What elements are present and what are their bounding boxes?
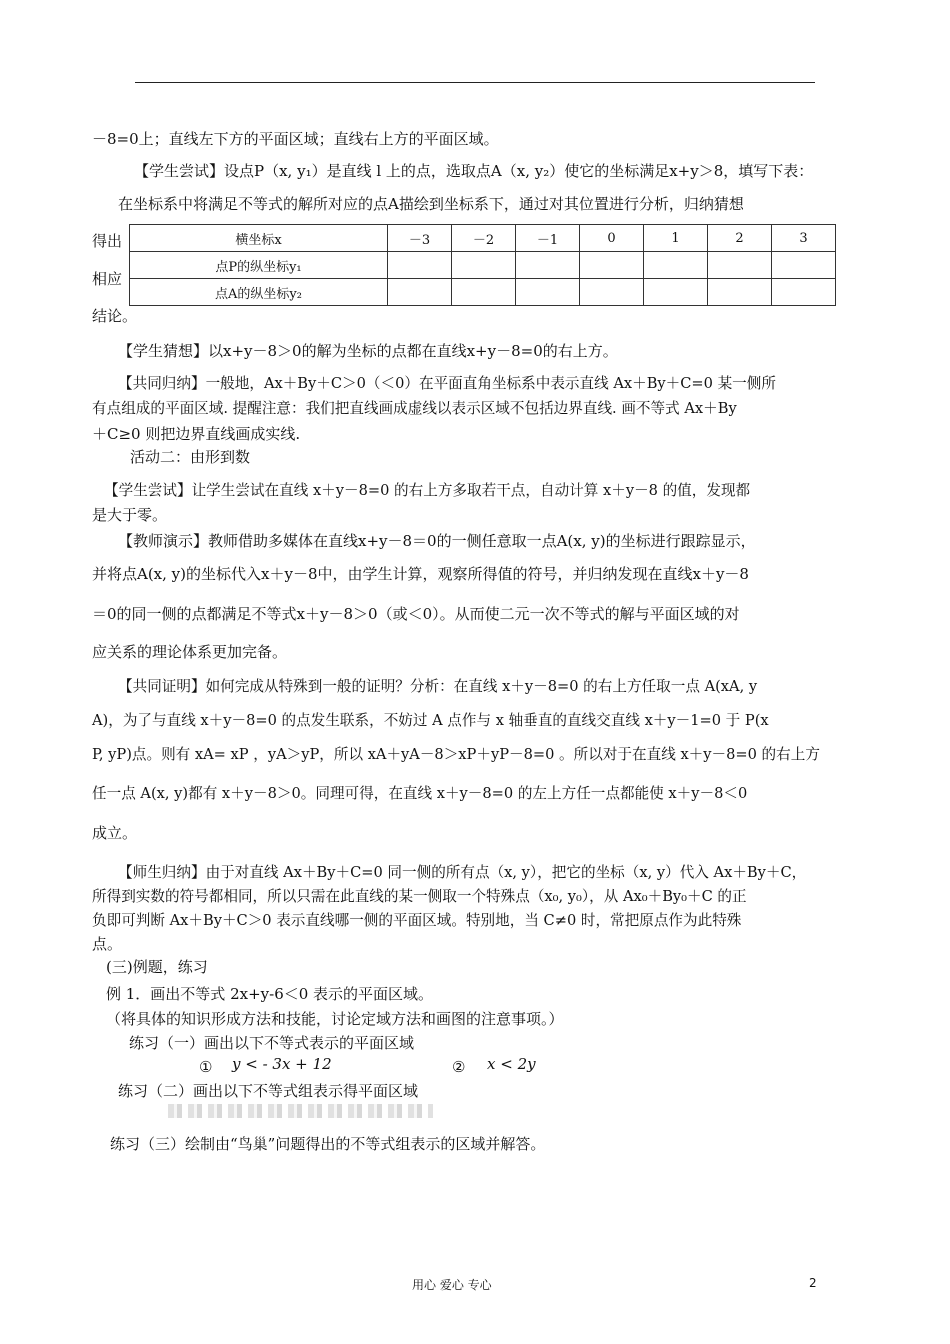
table-cell bbox=[772, 279, 836, 306]
text-line: 并将点A(x, y)的坐标代入x＋y－8中，由学生计算，观察所得值的符号，并归纳发现在直线x＋y－8 bbox=[92, 565, 749, 583]
table-cell: 3 bbox=[772, 225, 836, 252]
exercise-number: ① bbox=[199, 1058, 213, 1076]
text-line: 【学生尝试】设点P（x, y₁）是直线 l 上的点，选取点A（x, y₂）使它的坐标满足x+y＞8，填写下表： bbox=[134, 162, 814, 180]
inequality: x < 2y bbox=[487, 1055, 536, 1073]
header-rule bbox=[135, 82, 815, 83]
table-cell: －1 bbox=[516, 225, 580, 252]
text-line: P, yP)点。则有 xA= xP ，yA＞yP，所以 xA＋yA－8＞xP＋yP－8=0 。所以对于在直线 x＋y－8=0 的右上方 bbox=[92, 746, 820, 763]
text-line: （将具体的知识形成方法和技能，讨论定域方法和画图的注意事项。） bbox=[106, 1010, 564, 1028]
text-line: 所得到实数的符号都相同，所以只需在此直线的某一侧取一个特殊点（x₀, y₀），从 Ax₀＋By₀＋C 的正 bbox=[92, 888, 747, 905]
text-line: 相应 bbox=[92, 270, 123, 288]
text-line: 【学生猜想】以x+y－8＞0的解为坐标的点都在直线x+y－8=0的右上方。 bbox=[118, 342, 618, 360]
table-cell: 点P的纵坐标y₁ bbox=[130, 252, 388, 279]
table-cell: 2 bbox=[708, 225, 772, 252]
table-cell bbox=[644, 279, 708, 306]
text-line: 点。 bbox=[92, 935, 123, 953]
table-cell: 点A的纵坐标y₂ bbox=[130, 279, 388, 306]
table-cell bbox=[580, 279, 644, 306]
table-cell: 横坐标x bbox=[130, 225, 388, 252]
text-line: 【共同归纳】一般地，Ax＋By＋C＞0（＜0）在平面直角坐标系中表示直线 Ax＋By＋C=0 某一侧所 bbox=[118, 375, 776, 392]
text-line: 应关系的理论体系更加完备。 bbox=[92, 643, 288, 661]
text-line: 任一点 A(x, y)都有 x＋y－8＞0。同理可得，在直线 x＋y－8=0 的左上方任一点都能使 x＋y－8＜0 bbox=[92, 785, 748, 802]
text-line: 是大于零。 bbox=[92, 506, 168, 524]
page-number: 2 bbox=[809, 1276, 817, 1290]
text-line: 有点组成的平面区域. 提醒注意：我们把直线画成虚线以表示区域不包括边界直线. 画不等式 Ax＋By bbox=[92, 400, 737, 417]
table-row bbox=[130, 279, 836, 306]
table-cell bbox=[516, 252, 580, 279]
text-line: 得出 bbox=[92, 232, 123, 250]
text-line: 例 1．画出不等式 2x+y-6＜0 表示的平面区域。 bbox=[106, 985, 434, 1003]
section-heading: (三)例题，练习 bbox=[106, 958, 208, 976]
text-line: A)，为了与直线 x＋y－8=0 的点发生联系，不妨过 A 点作与 x 轴垂直的直线交直线 x＋y－1=0 于 P(x bbox=[92, 712, 769, 729]
text-line: 【师生归纳】由于对直线 Ax＋By＋C=0 同一侧的所有点（x, y），把它的坐标（x, y）代入 Ax＋By＋C， bbox=[118, 864, 807, 881]
blurred-formula-image bbox=[168, 1104, 433, 1118]
table-cell bbox=[516, 279, 580, 306]
table-cell bbox=[708, 279, 772, 306]
table-cell bbox=[388, 279, 452, 306]
table-cell: －3 bbox=[388, 225, 452, 252]
data-table bbox=[129, 224, 836, 306]
table-cell bbox=[388, 252, 452, 279]
text-line: 【学生尝试】让学生尝试在直线 x＋y－8=0 的右上方多取若干点，自动计算 x＋y－8 的值，发现都 bbox=[104, 482, 751, 499]
footer-motto: 用心 爱心 专心 bbox=[412, 1278, 492, 1292]
table-cell bbox=[772, 252, 836, 279]
table-cell: －2 bbox=[452, 225, 516, 252]
text-line: 【教师演示】教师借助多媒体在直线x+y－8＝0的一侧任意取一点A(x, y)的坐标进行跟踪显示， bbox=[118, 532, 756, 550]
table-cell bbox=[580, 252, 644, 279]
text-line: ＝0的同一侧的点都满足不等式x＋y－8＞0（或＜0）。从而使二元一次不等式的解与平面区域的对 bbox=[92, 605, 740, 623]
text-line: 在坐标系中将满足不等式的解所对应的点A描绘到坐标系下，通过对其位置进行分析，归纳猜想 bbox=[118, 195, 744, 213]
inequality: y < - 3x + 12 bbox=[232, 1055, 332, 1073]
exercise-number: ② bbox=[452, 1058, 466, 1076]
text-line: 【共同证明】如何完成从特殊到一般的证明？分析：在直线 x＋y－8=0 的右上方任取一点 A(xA, y bbox=[118, 678, 758, 695]
table-row bbox=[130, 225, 836, 252]
table-row bbox=[130, 252, 836, 279]
table-cell bbox=[452, 279, 516, 306]
section-heading: 活动二：由形到数 bbox=[130, 448, 251, 466]
table-cell: 1 bbox=[644, 225, 708, 252]
text-line: 练习（一）画出以下不等式表示的平面区域 bbox=[129, 1034, 415, 1052]
table-cell bbox=[708, 252, 772, 279]
text-line: 成立。 bbox=[92, 824, 138, 842]
text-line: 练习（三）绘制由“鸟巢”问题得出的不等式组表示的区域并解答。 bbox=[110, 1135, 546, 1153]
text-line: 结论。 bbox=[92, 307, 138, 325]
table-cell bbox=[452, 252, 516, 279]
table-cell: 0 bbox=[580, 225, 644, 252]
table-cell bbox=[644, 252, 708, 279]
text-line: 练习（二）画出以下不等式组表示得平面区域 bbox=[118, 1082, 419, 1100]
text-line: 负即可判断 Ax＋By＋C＞0 表示直线哪一侧的平面区域。特别地，当 C≠0 时，常把原点作为此特殊 bbox=[92, 912, 742, 929]
text-line: ＋C≥0 则把边界直线画成实线. bbox=[92, 425, 301, 443]
text-line: －8=0上；直线左下方的平面区域；直线右上方的平面区域。 bbox=[92, 130, 499, 148]
